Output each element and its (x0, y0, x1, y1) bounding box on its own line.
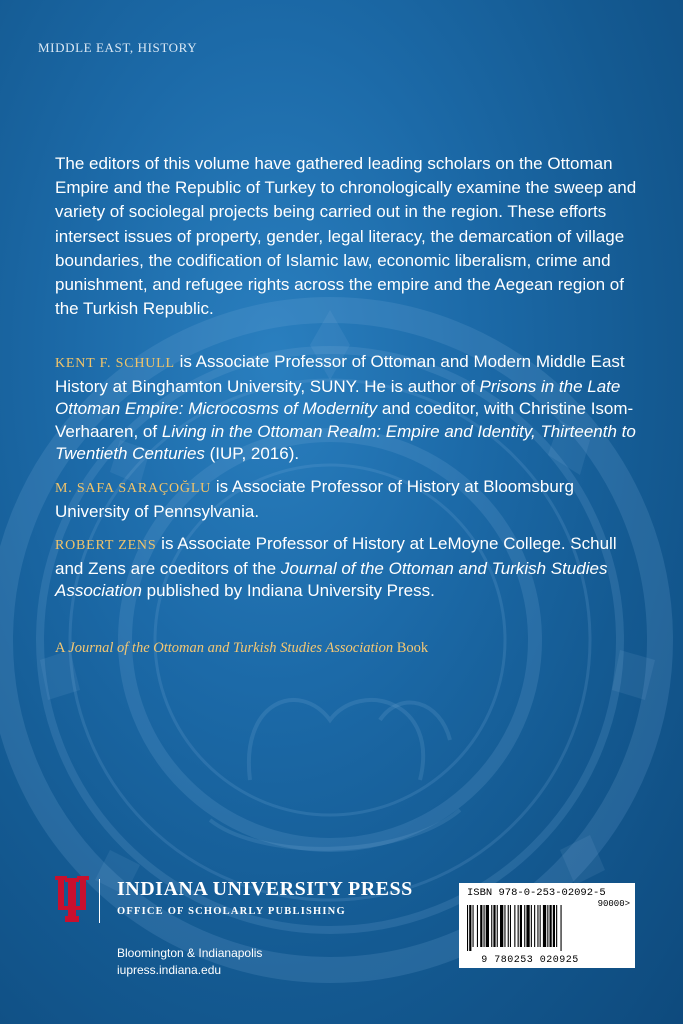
publisher-location: Bloomington & Indianapolis (117, 946, 263, 960)
publisher-address (117, 945, 262, 978)
barcode-bar (524, 905, 525, 947)
series-suffix: Book (393, 640, 429, 656)
barcode-bar (473, 905, 474, 947)
publisher-divider (99, 879, 100, 923)
barcode-bar (467, 905, 468, 951)
series-journal: Journal of the Ottoman and Turkish Studies Association (68, 640, 394, 656)
bio-kent-schull (55, 351, 645, 466)
publisher-name: INDIANA UNIVERSITY PRESS (117, 878, 413, 900)
publisher-logo (55, 876, 435, 936)
bio-text: is Associate Professor of Ottoman and Modern Middle East History at Binghamton University, SUNY. He is author of (55, 352, 625, 396)
barcode-bar (500, 905, 503, 947)
barcode-bar (484, 905, 485, 947)
barcode-bar (520, 905, 522, 947)
barcode-bar (518, 905, 519, 947)
bio-safa-saracoglu (55, 476, 645, 523)
series-prefix: A (55, 640, 69, 656)
barcode-bar (514, 905, 515, 947)
bio-name: KENT F. SCHULL (55, 356, 175, 371)
barcode-bar (537, 905, 538, 947)
book-description: The editors of this volume have gathered leading scholars on the Ottoman Empire and the Republic of Turkey to chronologically examine the sweep and variety of sociolegal projects being carried out in the region. These efforts intersect issues of property, gender, legal literacy, the demarcation of village boundaries, the codification of Islamic law, economic liberalism, crime and punishment, and refugee rights across the empire and the Aegean region of the Turkish Republic. (55, 154, 637, 319)
barcode-bar (543, 905, 546, 947)
bio-book-title: Living in the Ottoman Realm: Empire and Identity, Thirteenth to Twentieth Centuries (55, 421, 636, 464)
barcode-bar (547, 905, 548, 947)
barcode (459, 883, 635, 968)
barcode-bar (550, 905, 552, 947)
barcode-bar (534, 905, 535, 947)
publisher-subtitle: OFFICE OF SCHOLARLY PUBLISHING (117, 906, 346, 917)
barcode-bar (510, 905, 511, 947)
barcode-bar (556, 905, 557, 947)
barcode-bar (508, 905, 509, 947)
price-code: 90000> (597, 899, 630, 909)
barcode-bar (504, 905, 505, 947)
bio-name: M. SAFA SARAÇOĞLU (55, 480, 212, 496)
barcode-bars (467, 905, 627, 953)
barcode-number: 9 780253 020925 (481, 955, 579, 966)
series-line (55, 640, 428, 657)
iu-trident-icon (55, 876, 89, 922)
barcode-bar (561, 905, 562, 951)
category-label: MIDDLE EAST, HISTORY (38, 40, 198, 55)
barcode-bar (553, 905, 555, 947)
barcode-bar (477, 905, 478, 947)
isbn-label: ISBN 978-0-253-02092-5 (467, 887, 606, 899)
editor-bios (55, 351, 645, 613)
barcode-bar (469, 905, 471, 951)
bio-name: ROBERT ZENS (55, 538, 157, 554)
bio-text: and coeditor, with Christine Isom-Verhaaren, of (55, 399, 634, 441)
barcode-bar (526, 905, 529, 947)
barcode-bar (497, 905, 498, 947)
barcode-bar (480, 905, 482, 947)
bio-text: (IUP, 2016). (204, 444, 300, 464)
barcode-bar (540, 905, 541, 947)
bio-text: is Associate Professor of History at LeMoyne College. Schull and Zens are coeditors of the (55, 534, 617, 578)
bio-journal-title: Journal of the Ottoman and Turkish Studies Association (55, 558, 608, 601)
barcode-bar (486, 905, 489, 947)
barcode-bar (493, 905, 495, 947)
bio-text: is Associate Professor of History at Bloomsburg University of Pennsylvania. (55, 476, 574, 521)
bio-robert-zens (55, 533, 645, 603)
bio-text: published by Indiana University Press. (141, 581, 435, 601)
barcode-bar (491, 905, 492, 947)
barcode-bar (531, 905, 532, 947)
publisher-url: iupress.indiana.edu (117, 962, 222, 977)
bio-book-title: Prisons in the Late Ottoman Empire: Microcosms of Modernity (55, 376, 621, 419)
